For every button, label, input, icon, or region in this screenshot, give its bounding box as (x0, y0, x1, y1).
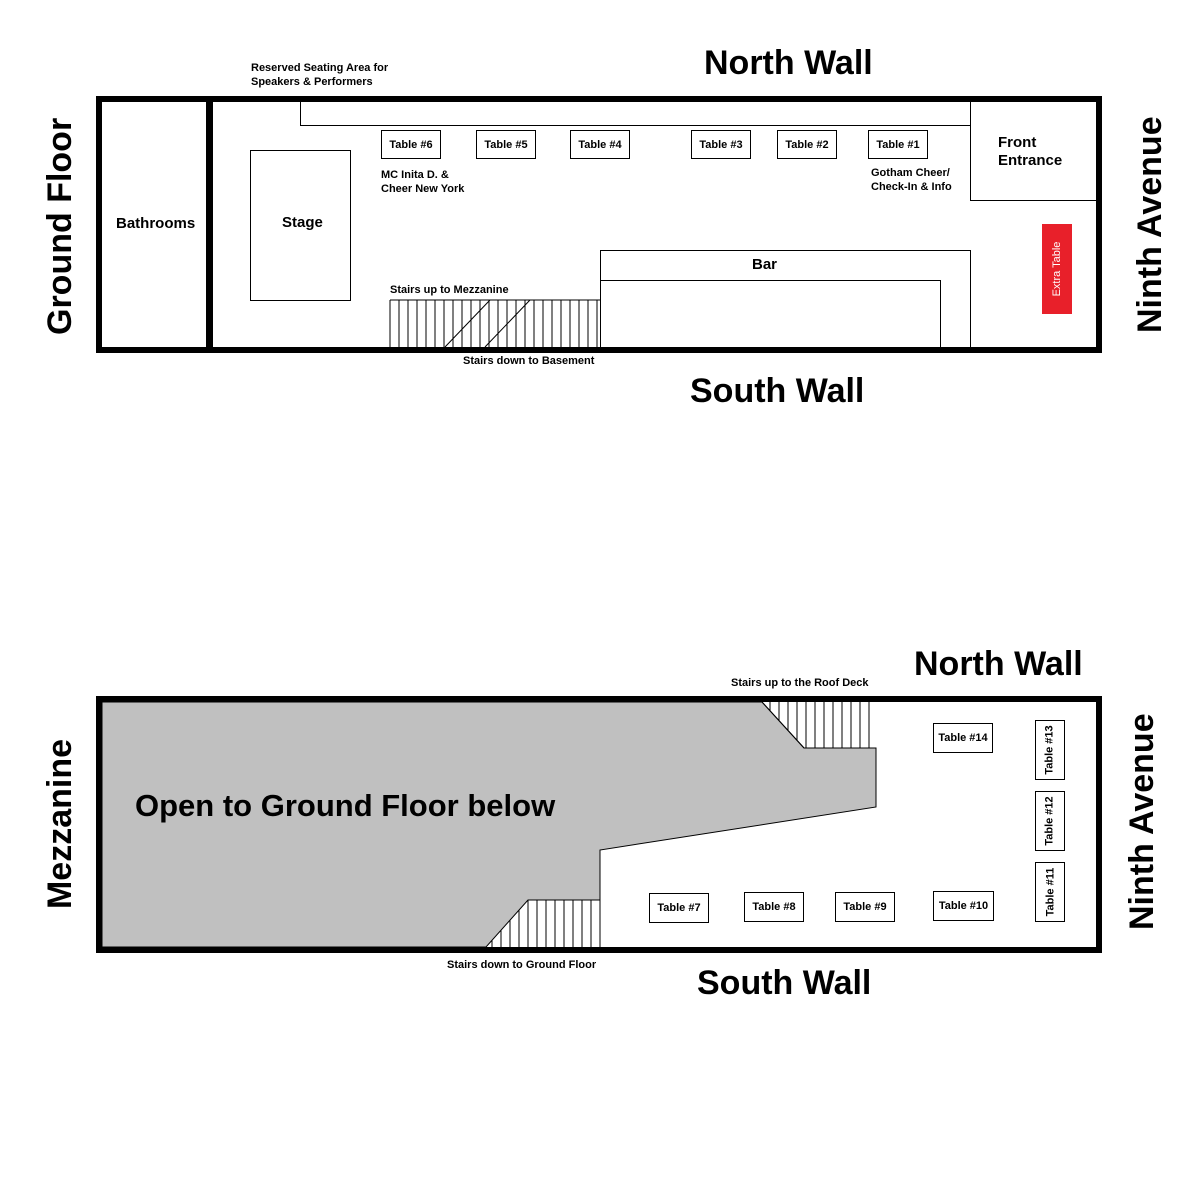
mezz-south-wall-label: South Wall (697, 964, 872, 1002)
table-6: Table #6 (381, 130, 441, 159)
north-wall-label: North Wall (704, 44, 873, 82)
front-entrance-label: Front Entrance (998, 134, 1063, 169)
table-3: Table #3 (691, 130, 751, 159)
table-7: Table #7 (649, 893, 709, 923)
open-area-label: Open to Ground Floor below (135, 788, 556, 823)
table-2: Table #2 (777, 130, 837, 159)
table-8: Table #8 (744, 892, 804, 922)
mc-note: MC Inita D. & Cheer New York (381, 169, 465, 195)
stairs-up-label: Stairs up to Mezzanine (390, 284, 509, 296)
table-10: Table #10 (933, 891, 994, 921)
bar-label: Bar (752, 256, 778, 273)
table-9: Table #9 (835, 892, 895, 922)
stairs-roof-label: Stairs up to the Roof Deck (731, 677, 869, 689)
mezz-title: Mezzanine (41, 738, 79, 910)
reserved-seating-note: Reserved Seating Area for Speakers & Performers (251, 62, 389, 88)
table-14: Table #14 (933, 723, 993, 753)
table-1: Table #1 (868, 130, 928, 159)
table-4: Table #4 (570, 130, 630, 159)
stage-label: Stage (282, 214, 323, 231)
mezz-north-wall-label: North Wall (914, 645, 1083, 683)
ninth-avenue-label: Ninth Avenue (1131, 116, 1169, 333)
floor-title: Ground Floor (41, 117, 79, 335)
stairs-ground-label: Stairs down to Ground Floor (447, 959, 597, 971)
table-11: Table #11 (1035, 862, 1065, 922)
bathrooms-label: Bathrooms (116, 215, 196, 232)
table-5: Table #5 (476, 130, 536, 159)
extra-table-label: Extra Table (1051, 241, 1063, 297)
table-13: Table #13 (1035, 720, 1065, 780)
south-wall-label: South Wall (690, 372, 865, 410)
table-12: Table #12 (1035, 791, 1065, 851)
mezz-ninth-avenue-label: Ninth Avenue (1123, 713, 1161, 930)
checkin-note: Gotham Cheer/ Check-In & Info (871, 167, 952, 193)
stairs-down-label: Stairs down to Basement (463, 355, 595, 367)
